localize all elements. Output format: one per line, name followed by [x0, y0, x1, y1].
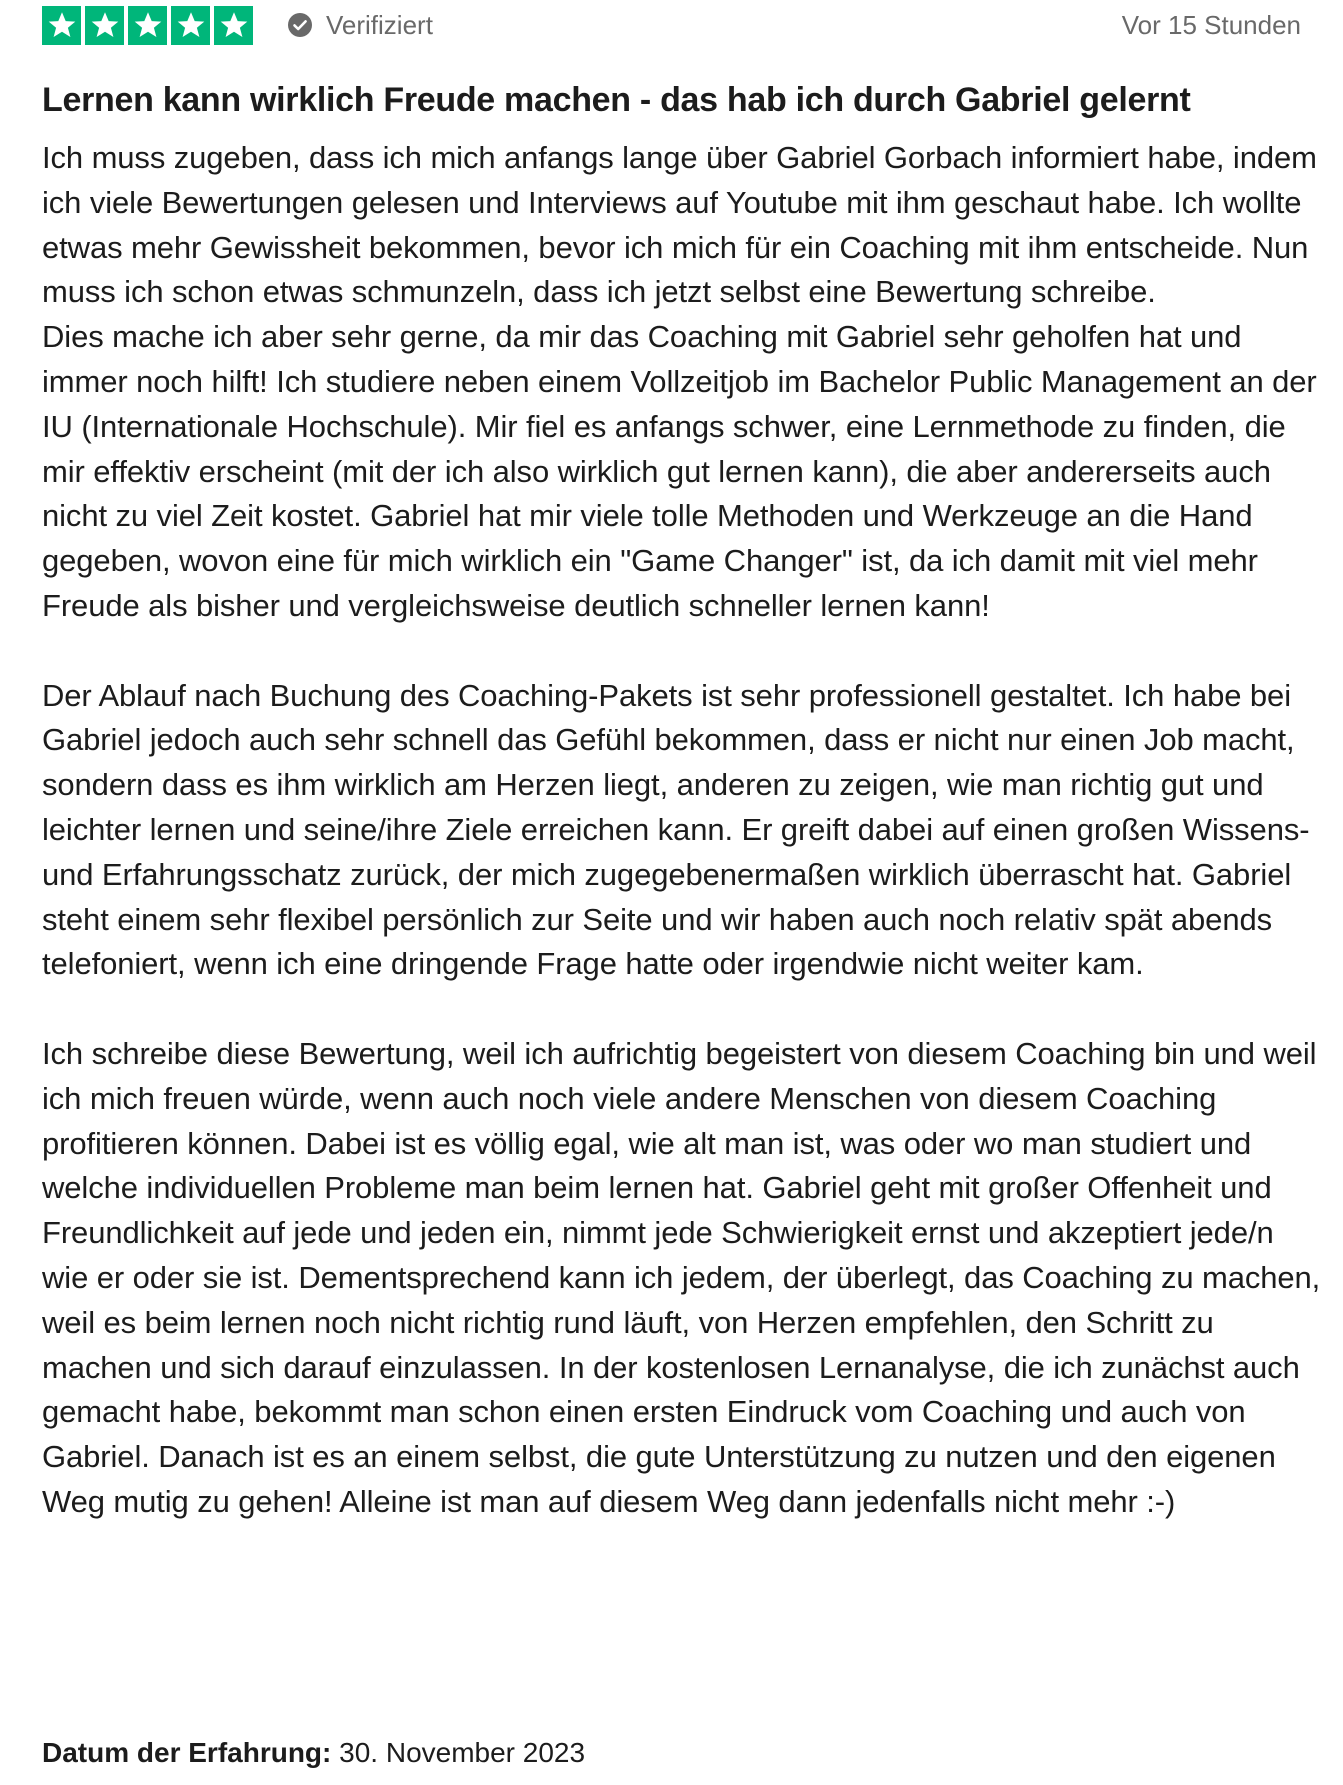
review-body [42, 136, 1327, 1525]
review-paragraph: Ich schreibe diese Bewertung, weil ich aufrichtig begeistert von diesem Coaching bin und weil ich mich freuen würde, wenn auch noch viele andere Menschen von diesem Coaching profitieren können. Dabei ist es völlig egal, wie alt man ist, was oder wo man studiert und welche individuellen Probleme man beim lernen hat. Gabriel geht mit großer Offenheit und Freundlichkeit auf jede und jeden ein, nimmt jede Schwierigkeit ernst und akzeptiert jede/n wie er oder sie ist. Dementsprechend kann ich jedem, der überlegt, das Coaching zu machen, weil es beim lernen noch nicht richtig rund läuft, von Herzen empfehlen, den Schritt zu machen und sich darauf einzulassen. In der kostenlosen Lernanalyse, die ich zunächst auch gemacht habe, bekommt man schon einen ersten Eindruck vom Coaching und auch von Gabriel. Danach ist es an einem selbst, die gute Unterstützung zu nutzen und den eigenen Weg mutig zu gehen! Alleine ist man auf diesem Weg dann jedenfalls nicht mehr :-) [42, 1035, 1321, 1519]
paragraph-gap [42, 629, 1327, 674]
star-icon [128, 6, 167, 45]
review-paragraph: Ich muss zugeben, dass ich mich anfangs lange über Gabriel Gorbach informiert habe, indem ich viele Bewertungen gelesen und Interviews auf Youtube mit ihm geschaut habe. Ich wollte etwas mehr Gewissheit bekommen, bevor ich mich für ein Coaching mit ihm entscheide. Nun muss ich schon etwas schmunzeln, dass ich jetzt selbst eine Bewertung schreibe. Dies mache ich aber sehr gerne, da mir das Coaching mit Gabriel sehr geholfen hat und immer noch hilft! Ich studiere neben einem Vollzeitjob im Bachelor Public Management an der IU (Internationale Hochschule). Mir fiel es anfangs schwer, eine Lernmethode zu finden, die mir effektiv erscheint (mit der ich also wirklich gut lernen kann), die aber andererseits auch nicht zu viel Zeit kostet. Gabriel hat mir viele tolle Methoden und Werkzeuge an die Hand gegeben, wovon eine für mich wirklich ein "Game Changer" ist, da ich damit mit viel mehr Freude als bisher und vergleichsweise deutlich schneller lernen kann! [42, 140, 1317, 623]
experience-date [42, 1733, 585, 1773]
star-icon [214, 6, 253, 45]
review-header [42, 4, 1301, 46]
review-title: Lernen kann wirklich Freude machen - das hab ich durch Gabriel gelernt [42, 81, 1191, 119]
verified-label: Verifiziert [326, 9, 433, 40]
star-icon [171, 6, 210, 45]
star-icon [85, 6, 124, 45]
review-timestamp: Vor 15 Stunden [1121, 9, 1301, 40]
star-rating [42, 6, 253, 45]
verified-badge[interactable] [287, 10, 433, 41]
experience-date-label: Datum der Erfahrung: [42, 1737, 340, 1768]
review-paragraph: Der Ablauf nach Buchung des Coaching-Pakets ist sehr professionell gestaltet. Ich habe bei Gabriel jedoch auch sehr schnell das Gefühl bekommen, dass er nicht nur einen Job macht, sondern dass es ihm wirklich am Herzen liegt, anderen zu zeigen, wie man richtig gut und leichter lernen und seine/ihre Ziele erreichen kann. Er greift dabei auf einen großen Wissens- und Erfahrungsschatz zurück, der mich zugegebenermaßen wirklich überrascht hat. Gabriel steht einem sehr flexibel persönlich zur Seite und wir haben auch noch relativ spät abends telefoniert, wenn ich eine dringende Frage hatte oder irgendwie nicht weiter kam. [42, 677, 1310, 982]
check-circle-icon [287, 12, 313, 38]
experience-date-value: 30. November 2023 [339, 1737, 586, 1768]
paragraph-gap [42, 987, 1327, 1032]
star-icon [42, 6, 81, 45]
